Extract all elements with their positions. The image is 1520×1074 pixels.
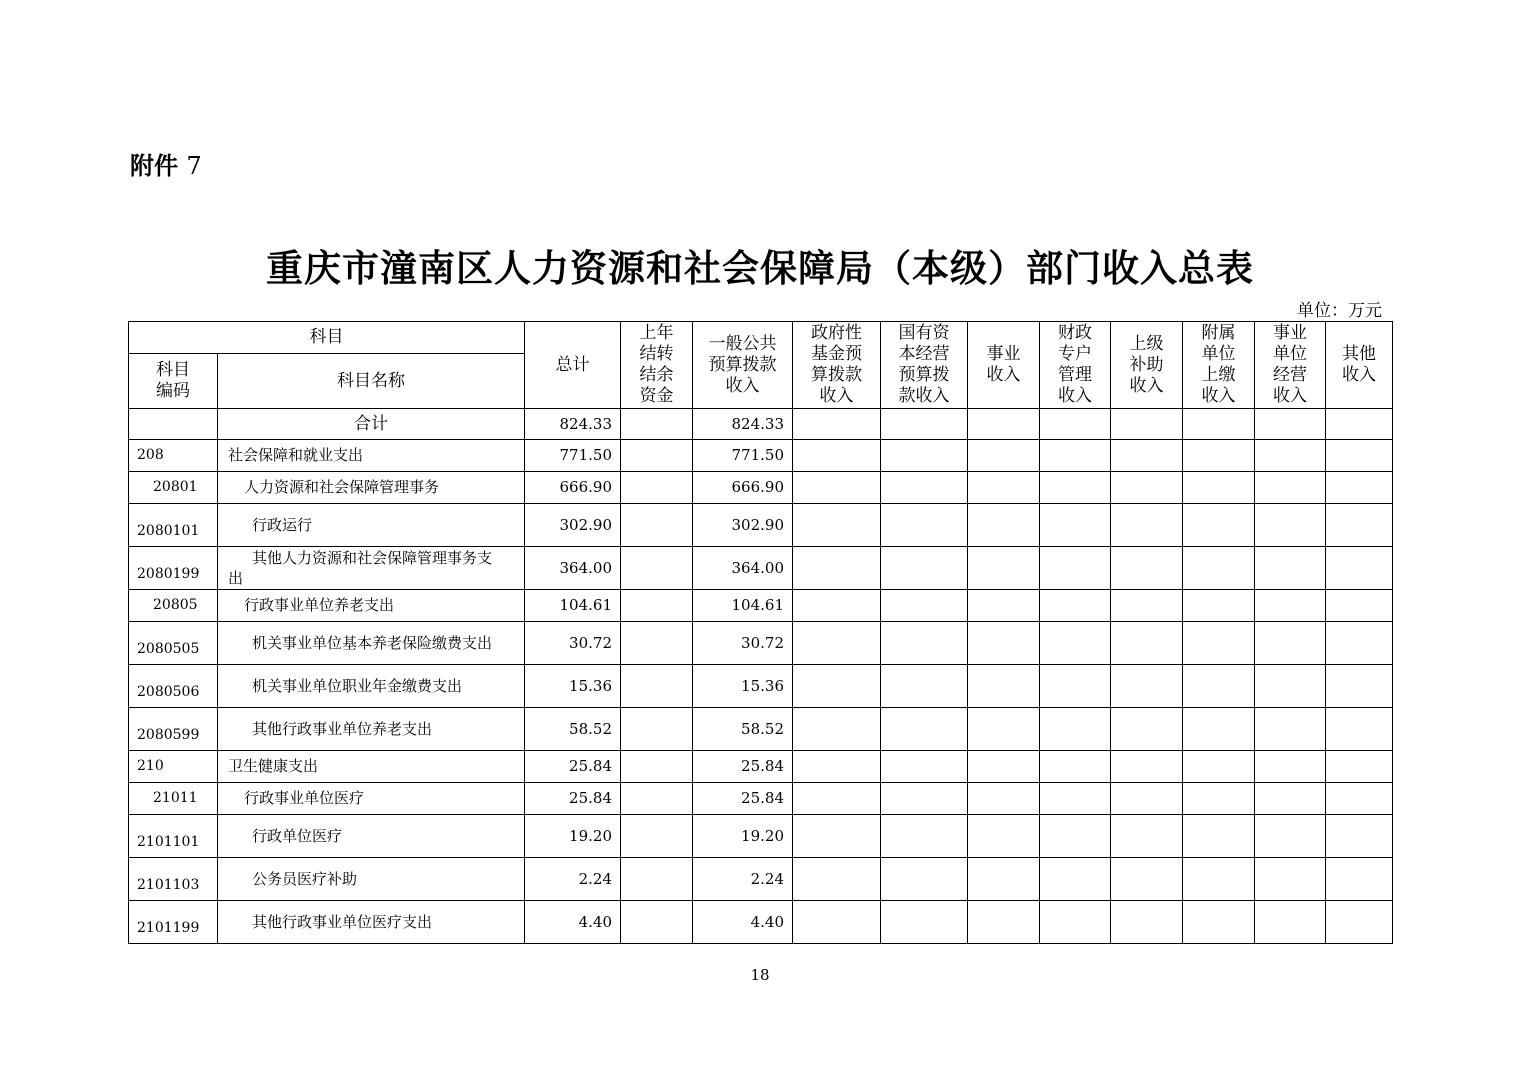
cell-general-budget: 25.84 <box>693 751 793 783</box>
cell-general-budget: 364.00 <box>693 547 793 590</box>
cell-code: 2080506 <box>129 665 218 708</box>
table-row <box>129 708 1393 751</box>
cell-total: 302.90 <box>525 504 621 547</box>
cell-code: 21011 <box>129 783 218 815</box>
cell-name: 行政运行 <box>218 504 525 547</box>
header-gov-fund: 政府性基金预算拨款收入 <box>793 322 881 409</box>
cell-name: 机关事业单位职业年金缴费支出 <box>218 665 525 708</box>
table-row <box>129 504 1393 547</box>
cell-total: 15.36 <box>525 665 621 708</box>
cell-total: 19.20 <box>525 815 621 858</box>
header-superior-subsidy: 上级补助收入 <box>1111 322 1183 409</box>
cell-name: 其他行政事业单位医疗支出 <box>218 901 525 944</box>
document-title: 重庆市潼南区人力资源和社会保障局（本级）部门收入总表 <box>266 247 1254 290</box>
cell-general-budget: 25.84 <box>693 783 793 815</box>
cell-general-budget: 824.33 <box>693 409 793 440</box>
cell-name: 卫生健康支出 <box>218 751 525 783</box>
cell-code: 2080505 <box>129 622 218 665</box>
total-label: 合计 <box>218 409 525 440</box>
cell-general-budget: 104.61 <box>693 590 793 622</box>
cell-name: 机关事业单位基本养老保险缴费支出 <box>218 622 525 665</box>
table-row <box>129 858 1393 901</box>
page-number: 18 <box>750 966 770 984</box>
cell-name <box>218 547 525 590</box>
header-other: 其他收入 <box>1326 322 1393 409</box>
cell-code: 2101101 <box>129 815 218 858</box>
cell-total: 25.84 <box>525 783 621 815</box>
cell-code: 2101103 <box>129 858 218 901</box>
cell-name: 其他行政事业单位养老支出 <box>218 708 525 751</box>
cell-total: 25.84 <box>525 751 621 783</box>
header-name: 科目名称 <box>218 354 525 409</box>
table-row <box>129 751 1393 783</box>
cell-total: 824.33 <box>525 409 621 440</box>
header-operating: 事业单位经营收入 <box>1255 322 1326 409</box>
header-business: 事业收入 <box>968 322 1040 409</box>
cell-total: 104.61 <box>525 590 621 622</box>
cell-general-budget: 302.90 <box>693 504 793 547</box>
attachment-word: 附件 <box>130 152 178 180</box>
cell-code: 2080599 <box>129 708 218 751</box>
header-total: 总计 <box>525 322 621 409</box>
cell-name-line2: 出 <box>228 569 244 587</box>
cell-name: 公务员医疗补助 <box>218 858 525 901</box>
cell-name: 行政事业单位养老支出 <box>218 590 525 622</box>
cell-code: 2080199 <box>129 547 218 590</box>
table-row <box>129 622 1393 665</box>
unit-label: 单位：万元 <box>1297 301 1382 321</box>
cell-total: 666.90 <box>525 472 621 504</box>
cell-name: 人力资源和社会保障管理事务 <box>218 472 525 504</box>
cell-total: 2.24 <box>525 858 621 901</box>
cell-code: 20801 <box>129 472 218 504</box>
header-fiscal-special: 财政专户管理收入 <box>1040 322 1111 409</box>
cell-general-budget: 4.40 <box>693 901 793 944</box>
table-row <box>129 901 1393 944</box>
cell-total: 30.72 <box>525 622 621 665</box>
attachment-number: 7 <box>186 152 202 180</box>
table-row-total <box>129 409 1393 440</box>
cell-general-budget: 30.72 <box>693 622 793 665</box>
table-row <box>129 590 1393 622</box>
header-carryover: 上年结转结余资金 <box>621 322 693 409</box>
table-row <box>129 547 1393 590</box>
cell-name: 行政事业单位医疗 <box>218 783 525 815</box>
table-row <box>129 472 1393 504</box>
cell-total: 771.50 <box>525 440 621 472</box>
cell-general-budget: 2.24 <box>693 858 793 901</box>
cell-code: 208 <box>129 440 218 472</box>
cell-code: 210 <box>129 751 218 783</box>
cell-name-line1: 其他人力资源和社会保障管理事务支 <box>252 549 493 567</box>
header-state-capital: 国有资本经营预算拨款收入 <box>881 322 968 409</box>
cell-general-budget: 771.50 <box>693 440 793 472</box>
table-row <box>129 665 1393 708</box>
header-general-budget: 一般公共预算拨款收入 <box>693 322 793 409</box>
cell-name: 行政单位医疗 <box>218 815 525 858</box>
table-row <box>129 815 1393 858</box>
cell-general-budget: 19.20 <box>693 815 793 858</box>
income-summary-table <box>128 321 1393 944</box>
table-row <box>129 440 1393 472</box>
table-row <box>129 783 1393 815</box>
cell-code: 2101199 <box>129 901 218 944</box>
cell-general-budget: 666.90 <box>693 472 793 504</box>
cell-code: 20805 <box>129 590 218 622</box>
header-subject: 科目 <box>129 322 525 354</box>
cell-total: 58.52 <box>525 708 621 751</box>
cell-general-budget: 58.52 <box>693 708 793 751</box>
cell-total: 4.40 <box>525 901 621 944</box>
cell-name: 社会保障和就业支出 <box>218 440 525 472</box>
header-affiliated: 附属单位上缴收入 <box>1183 322 1255 409</box>
cell-general-budget: 15.36 <box>693 665 793 708</box>
attachment-label <box>130 146 202 181</box>
cell-total: 364.00 <box>525 547 621 590</box>
cell-code: 2080101 <box>129 504 218 547</box>
header-code: 科目编码 <box>129 354 218 409</box>
